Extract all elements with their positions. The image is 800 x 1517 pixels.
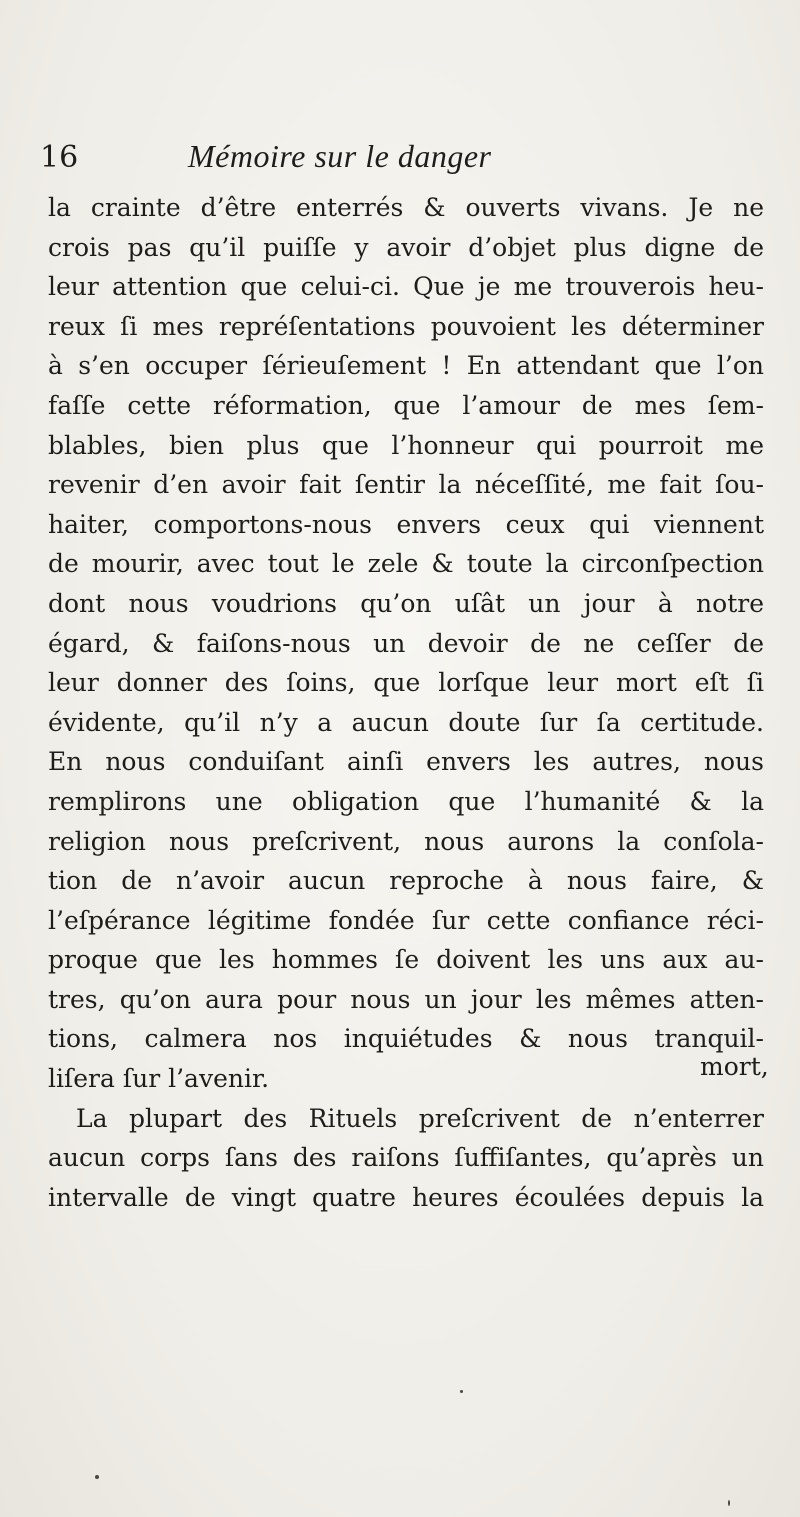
text-line: égard, & faiſons-nous un devoir de ne ceſſer de bbox=[48, 628, 764, 658]
text-line: liſera ſur l’avenir. bbox=[48, 1064, 270, 1094]
text-line: l’eſpérance légitime fondée ſur cette confiance réci- bbox=[48, 905, 764, 935]
text-line: intervalle de vingt quatre heures écoulées depuis la bbox=[48, 1182, 764, 1212]
text-line: leur donner des ſoins, que lorſque leur mort eſt ſi bbox=[48, 668, 764, 698]
catchword: mort, bbox=[700, 1052, 769, 1081]
text-line: reux ſi mes repréſentations pouvoient les déterminer bbox=[48, 311, 764, 341]
text-line: tion de n’avoir aucun reproche à nous faire, & bbox=[48, 866, 764, 896]
text-line: à s’en occuper ſérieuſement ! En attendant que l’on bbox=[48, 351, 764, 381]
text-line: haiter, comportons-nous envers ceux qui viennent bbox=[48, 509, 764, 539]
text-line: tions, calmera nos inquiétudes & nous tranquil- bbox=[48, 1024, 764, 1054]
text-line: faſſe cette réformation, que l’amour de mes ſem- bbox=[48, 390, 764, 420]
text-line: crois pas qu’il puiſſe y avoir d’objet plus digne de bbox=[48, 232, 764, 262]
text-line: la crainte d’être enterrés & ouverts vivans. Je ne bbox=[48, 193, 764, 222]
running-title: Mémoire sur le danger bbox=[188, 138, 492, 174]
paper-speck bbox=[95, 1475, 99, 1479]
text-line: blables, bien plus que l’honneur qui pourroit me bbox=[48, 430, 764, 460]
text-line: religion nous preſcrivent, nous aurons la conſola- bbox=[48, 826, 764, 856]
running-head bbox=[40, 140, 760, 184]
text-line: La plupart des Rituels preſcrivent de n’enterrer bbox=[76, 1103, 764, 1133]
text-body bbox=[48, 188, 764, 1217]
text-line: En nous conduiſant ainſi envers les autres, nous bbox=[48, 747, 764, 777]
text-line: de mourir, avec tout le zele & toute la circonſpection bbox=[48, 549, 764, 579]
text-line: leur attention que celui-ci. Que je me trouverois heu- bbox=[48, 272, 764, 302]
text-line: tres, qu’on aura pour nous un jour les mêmes atten- bbox=[48, 984, 764, 1014]
text-line: proque que les hommes ſe doivent les uns aux au- bbox=[48, 945, 764, 975]
text-line: dont nous voudrions qu’on uſât un jour à notre bbox=[48, 588, 764, 618]
text-line: revenir d’en avoir fait ſentir la néceſſité, me fait ſou- bbox=[48, 470, 764, 500]
paper-speck bbox=[460, 1390, 463, 1393]
page-number: 16 bbox=[40, 140, 79, 175]
text-line: évidente, qu’il n’y a aucun doute ſur ſa certitude. bbox=[48, 707, 764, 737]
paper-speck bbox=[728, 1500, 730, 1506]
text-line: aucun corps ſans des raiſons ſuffiſantes, qu’après un bbox=[48, 1143, 764, 1173]
text-line: remplirons une obligation que l’humanité & la bbox=[48, 786, 764, 816]
